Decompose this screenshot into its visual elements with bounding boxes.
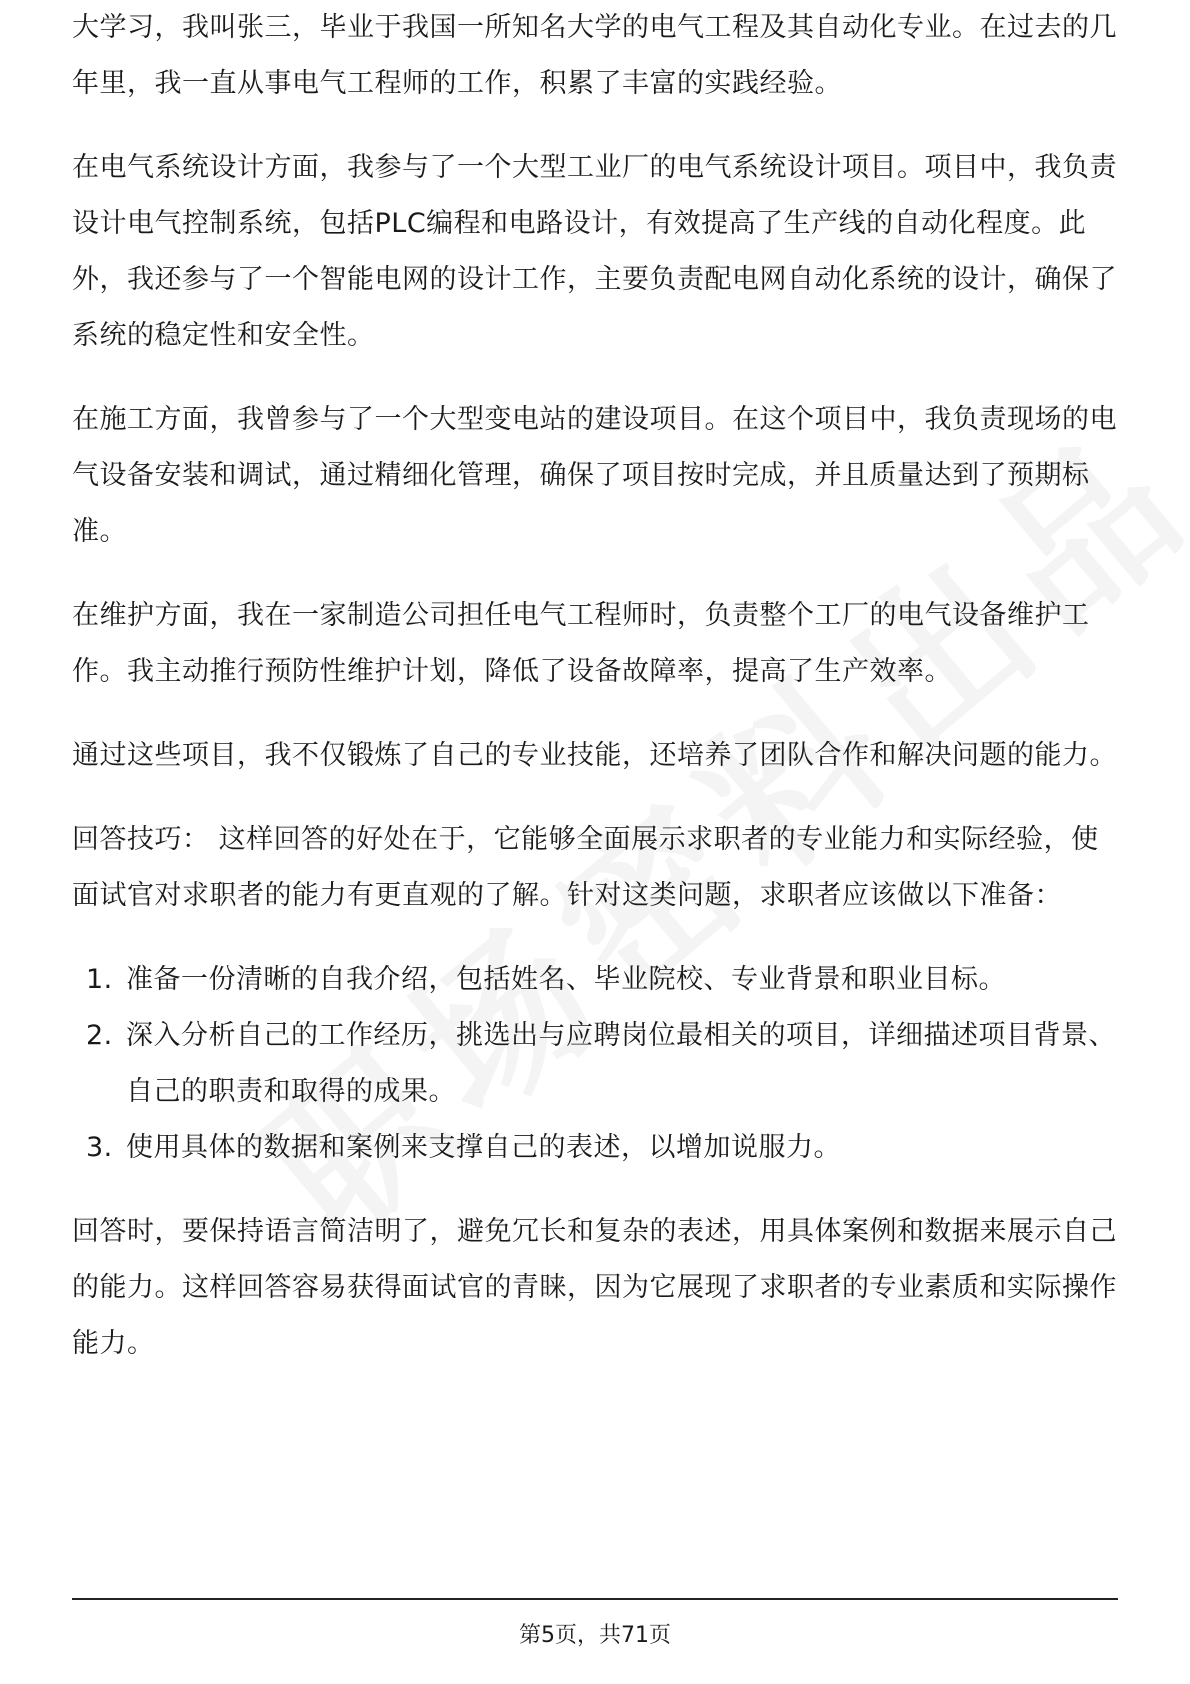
list-item <box>72 1120 1118 1176</box>
footer-divider <box>72 1598 1118 1600</box>
paragraph-design: 在电气系统设计方面，我参与了一个大型工业厂的电气系统设计项目。项目中，我负责设计电气控制系统，包括PLC编程和电路设计，有效提高了生产线的自动化程度。此外，我还参与了一个智能电网的设计工作，主要负责配电网自动化系统的设计，确保了系统的稳定性和安全性。 <box>72 152 1117 351</box>
list-item-text: 准备一份清晰的自我介绍，包括姓名、毕业院校、专业背景和职业目标。 <box>126 964 1006 995</box>
paragraph-maintenance: 在维护方面，我在一家制造公司担任电气工程师时，负责整个工厂的电气设备维护工作。我主动推行预防性维护计划，降低了设备故障率，提高了生产效率。 <box>72 600 1090 687</box>
paragraph-summary: 通过这些项目，我不仅锻炼了自己的专业技能，还培养了团队合作和解决问题的能力。 <box>72 740 1117 771</box>
list-item-text: 深入分析自己的工作经历，挑选出与应聘岗位最相关的项目，详细描述项目背景、自己的职责和取得的成果。 <box>126 1020 1116 1107</box>
paragraph-answer-tips: 回答技巧： 这样回答的好处在于，它能够全面展示求职者的专业能力和实际经验，使面试官对求职者的能力有更直观的了解。针对这类问题，求职者应该做以下准备： <box>72 824 1099 911</box>
paragraph-closing: 回答时，要保持语言简洁明了，避免冗长和复杂的表述，用具体案例和数据来展示自己的能力。这样回答容易获得面试官的青睐，因为它展现了求职者的专业素质和实际操作能力。 <box>72 1216 1117 1359</box>
list-item-number: 3. <box>86 1132 113 1163</box>
document-body <box>72 12 1118 1400</box>
preparation-steps-list <box>72 952 1118 1176</box>
page-number: 第5页，共71页 <box>519 1623 671 1648</box>
paragraph-construction: 在施工方面，我曾参与了一个大型变电站的建设项目。在这个项目中，我负责现场的电气设备安装和调试，通过精细化管理，确保了项目按时完成，并且质量达到了预期标准。 <box>72 404 1117 547</box>
paragraph-intro: 大学习，我叫张三，毕业于我国一所知名大学的电气工程及其自动化专业。在过去的几年里，我一直从事电气工程师的工作，积累了丰富的实践经验。 <box>72 12 1117 99</box>
list-item-text: 使用具体的数据和案例来支撑自己的表述，以增加说服力。 <box>126 1132 841 1163</box>
list-item <box>72 952 1118 1008</box>
list-item-number: 2. <box>86 1020 113 1051</box>
list-item <box>72 1008 1118 1120</box>
list-item-number: 1. <box>86 964 113 995</box>
